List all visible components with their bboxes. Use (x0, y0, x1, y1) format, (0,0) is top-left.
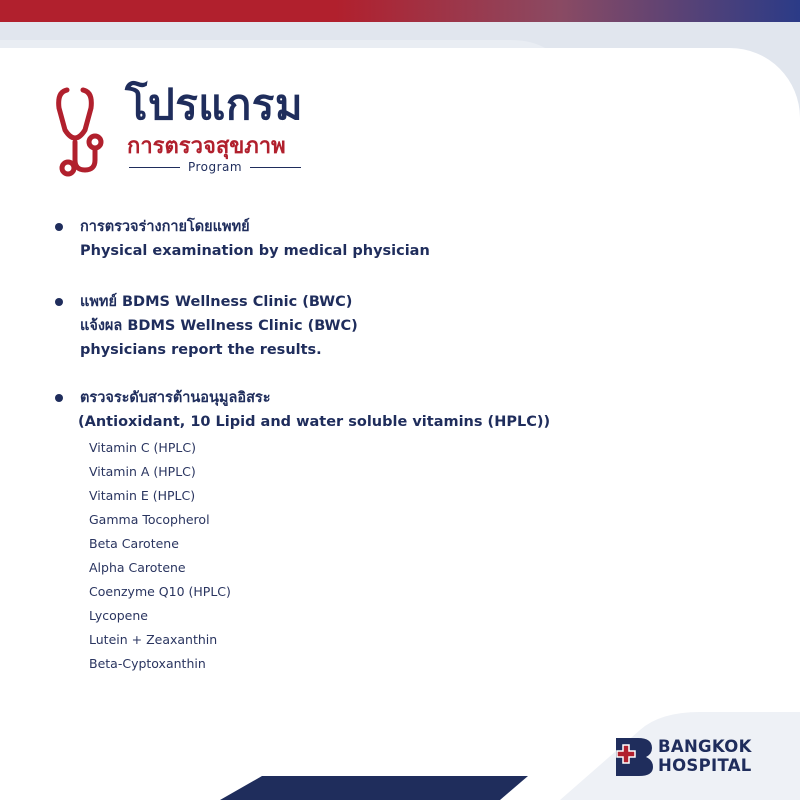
program-title: โปรแกรม (125, 80, 304, 129)
program-tag (129, 160, 301, 174)
logo-wordmark (658, 737, 752, 775)
section-line: การตรวจร่างกายโดยแพทย์ (80, 219, 250, 235)
list-item: Vitamin E (HPLC) (89, 488, 196, 503)
bullet-icon (55, 223, 63, 231)
list-item: Beta-Cyptoxanthin (89, 656, 206, 671)
section-line: physicians report the results. (80, 342, 322, 358)
program-subtitle: การตรวจสุขภาพ (127, 134, 286, 159)
list-item: Coenzyme Q10 (HPLC) (89, 584, 231, 599)
program-header (55, 76, 355, 186)
list-item: Lycopene (89, 608, 148, 623)
list-item: Lutein + Zeaxanthin (89, 632, 218, 647)
list-item: Beta Carotene (89, 536, 179, 551)
tag-line-right (250, 167, 301, 168)
logo-line-1: BANGKOK (658, 737, 752, 756)
hospital-cross-logo-icon (614, 738, 654, 776)
section-line: (Antioxidant, 10 Lipid and water soluble vitamins (HPLC)) (78, 414, 551, 430)
section-line: ตรวจระดับสารต้านอนุมูลอิสระ (80, 390, 271, 406)
tag-line-left (129, 167, 180, 168)
section-line: Physical examination by medical physician (80, 243, 430, 259)
section-line: แพทย์ BDMS Wellness Clinic (BWC) (80, 294, 353, 310)
stethoscope-icon (55, 82, 119, 182)
program-tag-label: Program (187, 160, 243, 174)
vitamin-list (89, 436, 231, 676)
top-gradient-bar (0, 0, 800, 22)
list-item: Alpha Carotene (89, 560, 186, 575)
list-item: Gamma Tocopherol (89, 512, 210, 527)
section-line: แจ้งผล BDMS Wellness Clinic (BWC) (80, 318, 358, 334)
logo-line-2: HOSPITAL (658, 756, 752, 775)
bullet-icon (55, 394, 63, 402)
bullet-icon (55, 298, 63, 306)
list-item: Vitamin C (HPLC) (89, 440, 196, 455)
list-item: Vitamin A (HPLC) (89, 464, 196, 479)
bangkok-hospital-logo (614, 738, 774, 778)
